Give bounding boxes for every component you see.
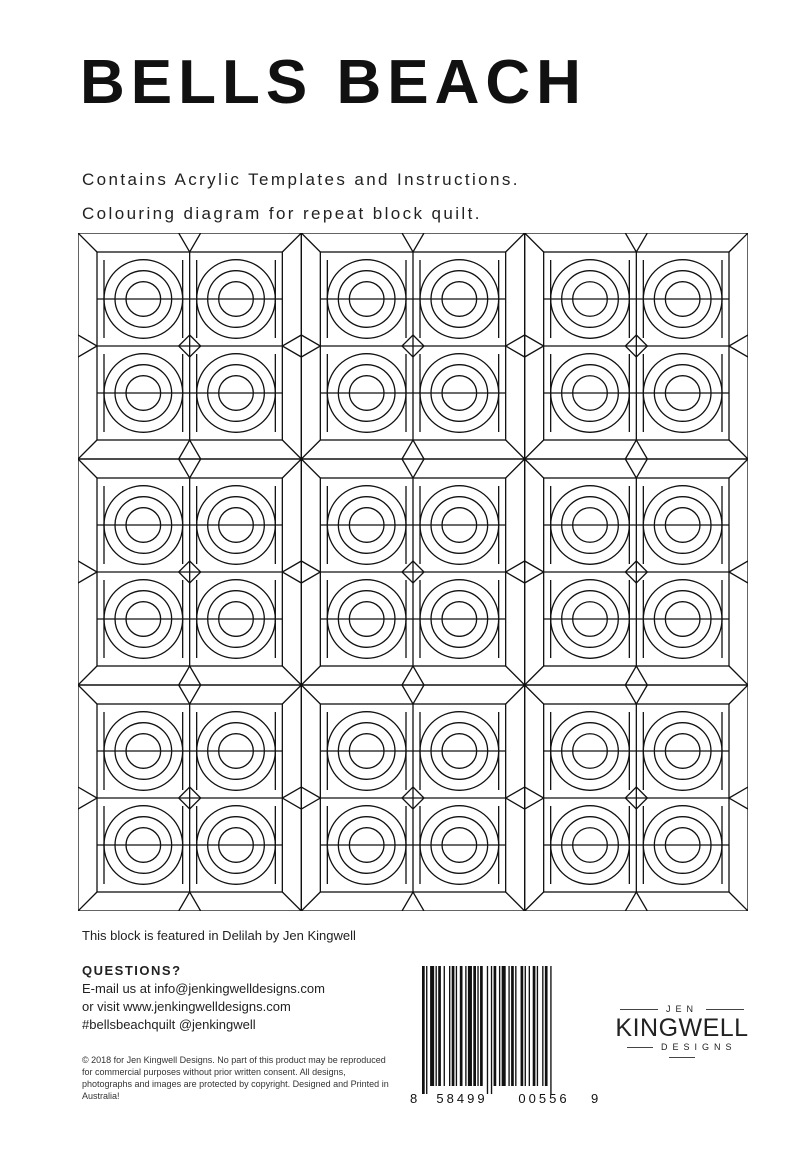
barcode-bar bbox=[465, 966, 466, 1086]
jen-kingwell-designs-logo bbox=[612, 1004, 752, 1062]
barcode-bar bbox=[533, 966, 536, 1086]
barcode-bars bbox=[422, 966, 552, 1094]
barcode-bar bbox=[456, 966, 457, 1086]
barcode-bar bbox=[449, 966, 450, 1086]
barcode-bar bbox=[452, 966, 455, 1086]
barcode-bar bbox=[480, 966, 483, 1086]
logo-jen: JEN bbox=[665, 1004, 698, 1014]
barcode-bar bbox=[426, 966, 427, 1094]
barcode-bar bbox=[537, 966, 538, 1086]
barcode-check-digit: 9 bbox=[591, 1091, 599, 1106]
barcode-bar bbox=[550, 966, 551, 1094]
copyright-notice: © 2018 for Jen Kingwell Designs. No part of this product may be reproduced for commercial purposes without prior written consent. All designs, photographs and images are protected by copyright. Designed and Printed in Australia! bbox=[82, 1055, 389, 1101]
subtitle-contents: Contains Acrylic Templates and Instructions. bbox=[82, 170, 520, 189]
barcode-bar bbox=[491, 966, 492, 1094]
barcode-bar bbox=[430, 966, 434, 1086]
questions-heading: QUESTIONS? bbox=[82, 963, 182, 978]
barcode-bar bbox=[444, 966, 445, 1086]
logo-kingwell: KINGWELL bbox=[615, 1014, 749, 1042]
page-title: BELLS BEACH bbox=[80, 48, 587, 117]
barcode-bar bbox=[529, 966, 530, 1086]
barcode-bar bbox=[436, 966, 437, 1086]
barcode-bar bbox=[473, 966, 476, 1086]
barcode-left-group: 58499 bbox=[436, 1091, 488, 1106]
barcode-bar bbox=[521, 966, 524, 1086]
subtitle-colouring: Colouring diagram for repeat block quilt. bbox=[82, 204, 482, 223]
barcode-bar bbox=[477, 966, 478, 1086]
barcode-bar bbox=[508, 966, 509, 1086]
barcode-bar bbox=[468, 966, 472, 1086]
email-line: E-mail us at info@jenkingwelldesigns.com bbox=[82, 981, 325, 996]
barcode-bar bbox=[515, 966, 516, 1086]
hashtag-line: #bellsbeachquilt @jenkingwell bbox=[82, 1017, 256, 1032]
quilt-colouring-diagram bbox=[78, 233, 748, 911]
questions-section bbox=[82, 962, 325, 1034]
barcode-bar bbox=[499, 966, 500, 1086]
barcode-bar bbox=[494, 966, 497, 1086]
barcode-bar bbox=[511, 966, 514, 1086]
barcode bbox=[410, 966, 600, 1108]
barcode-bar bbox=[460, 966, 463, 1086]
barcode-bar bbox=[502, 966, 506, 1086]
barcode-right-group: 00556 bbox=[518, 1091, 570, 1106]
feature-note: This block is featured in Delilah by Jen Kingwell bbox=[82, 928, 356, 943]
barcode-bar bbox=[422, 966, 425, 1094]
barcode-bar bbox=[438, 966, 441, 1086]
barcode-bar bbox=[525, 966, 526, 1086]
website-line: or visit www.jenkingwelldesigns.com bbox=[82, 999, 291, 1014]
logo-designs: DESIGNS bbox=[661, 1042, 737, 1052]
barcode-first-digit: 8 bbox=[410, 1091, 418, 1106]
barcode-bar bbox=[545, 966, 548, 1086]
barcode-bar bbox=[487, 966, 488, 1094]
barcode-bar bbox=[542, 966, 543, 1086]
quilt-lines bbox=[78, 233, 748, 911]
